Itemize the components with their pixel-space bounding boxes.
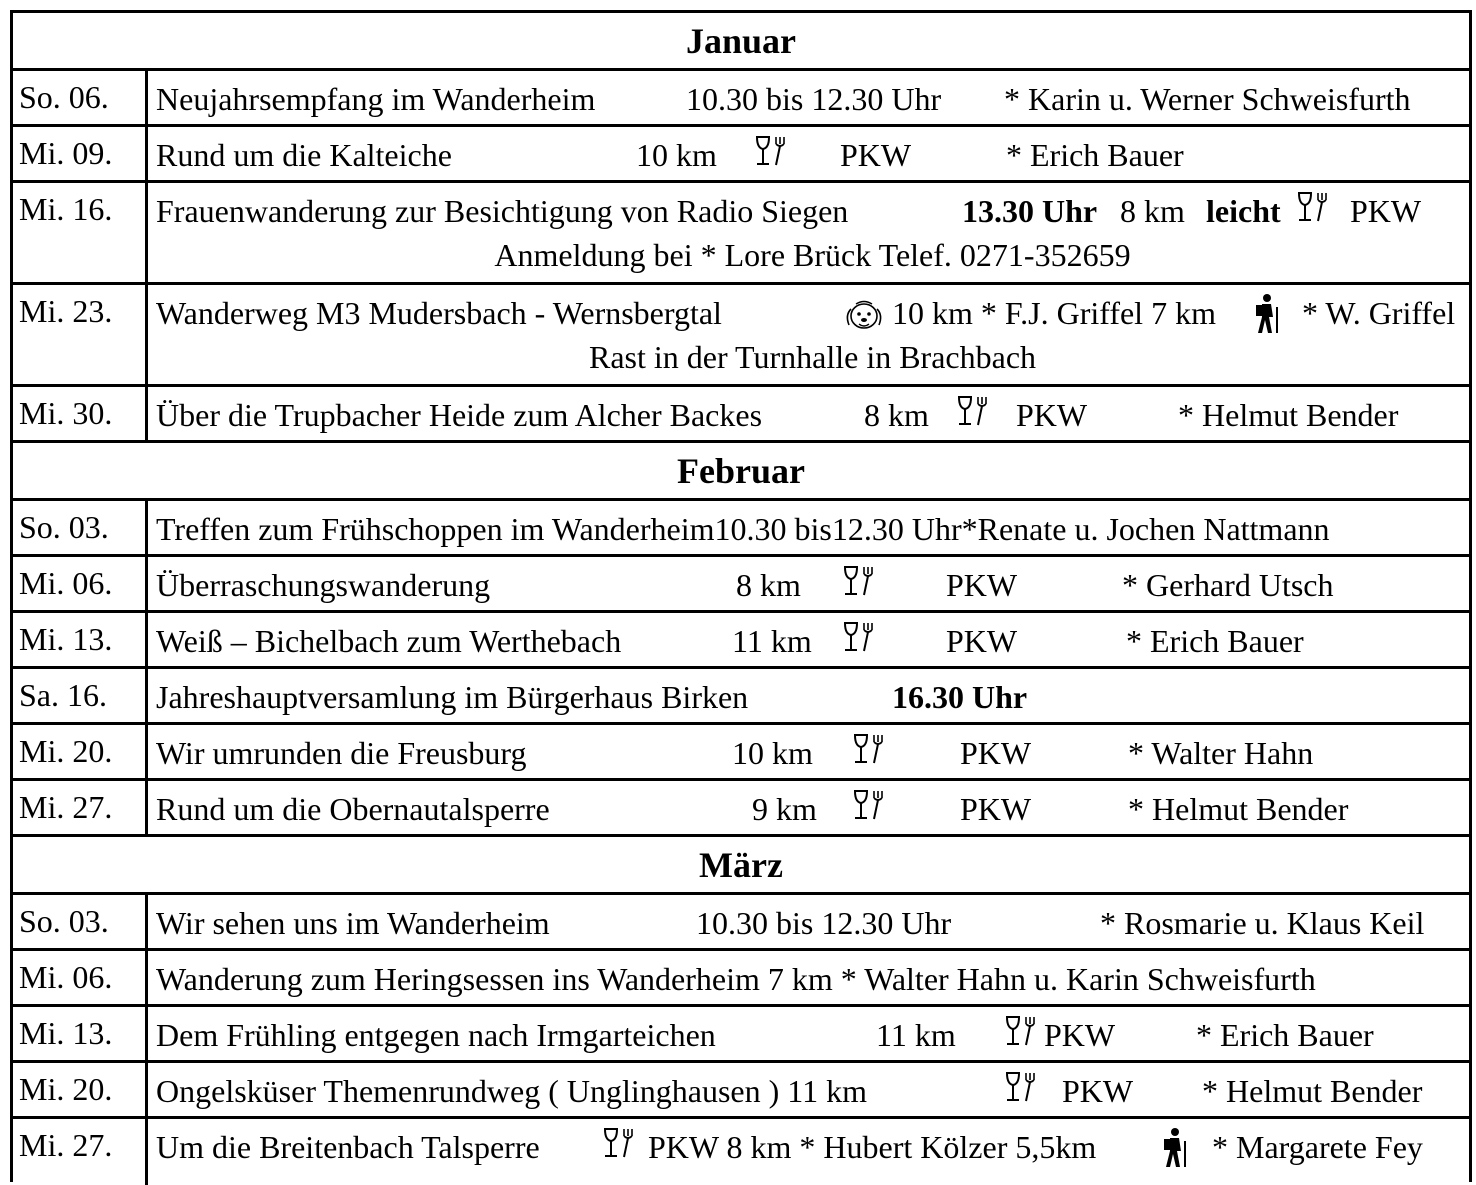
table-row: [13, 183, 1469, 285]
event-text: Weiß – Bichelbach zum Werthebach 11 km PKW * Erich Bauer: [156, 623, 1304, 659]
event-text: Wir umrunden die Freusburg 10 km PKW * Walter Hahn: [156, 735, 1314, 771]
event-text: Um die Breitenbach Talsperre PKW 8 km * Hubert Kölzer 5,5km * Margarete Fey: [156, 1127, 1469, 1167]
month-header-januar: [13, 13, 1469, 71]
schedule-table: [10, 10, 1472, 1182]
date-cell: Mi. 06.: [13, 557, 148, 610]
table-row: [13, 669, 1469, 725]
glass-fork-icon: [754, 135, 790, 167]
event-text: Jahreshauptversamlung im Bürgerhaus Birken 16.30 Uhr: [156, 679, 1028, 715]
table-row: [13, 557, 1469, 613]
month-title: Februar: [677, 450, 805, 491]
date-cell: Mi. 16.: [13, 183, 148, 282]
date-cell: Mi. 27.: [13, 781, 148, 834]
date-cell: So. 03.: [13, 501, 148, 554]
event-text: Neujahrsempfang im Wanderheim 10.30 bis 12.30 Uhr * Karin u. Werner Schweisfurth: [156, 81, 1411, 117]
glass-fork-icon: [842, 621, 878, 653]
date-cell: Mi. 06.: [13, 951, 148, 1004]
month-header-februar: [13, 443, 1469, 501]
date-cell: Mi. 23.: [13, 285, 148, 384]
glass-fork-icon: [852, 789, 888, 821]
event-text: Rund um die Obernautalsperre 9 km PKW * Helmut Bender: [156, 791, 1349, 827]
table-row: [13, 1063, 1469, 1119]
table-row: [13, 613, 1469, 669]
table-row: [13, 1007, 1469, 1063]
date-cell: So. 06.: [13, 71, 148, 124]
date-cell: Mi. 27.: [13, 1119, 148, 1185]
event-text: Wanderung zum Heringsessen ins Wanderheim 7 km * Walter Hahn u. Karin Schweisfurth: [156, 961, 1316, 997]
month-header-maerz: [13, 837, 1469, 895]
event-text: Ongelsküser Themenrundweg ( Unglinghausen ) 11 km PKW * Helmut Bender: [156, 1073, 1423, 1109]
event-text: Rund um die Kalteiche 10 km PKW * Erich Bauer: [156, 137, 1184, 173]
event-text: Über die Trupbacher Heide zum Alcher Backes 8 km PKW * Helmut Bender: [156, 397, 1399, 433]
table-row: [13, 951, 1469, 1007]
event-text: Überraschungswanderung 8 km PKW * Gerhard Utsch: [156, 567, 1334, 603]
glass-fork-icon: [1296, 191, 1332, 223]
event-note: Rast in der Turnhalle in Brachbach: [588, 339, 1037, 375]
table-row: [13, 895, 1469, 951]
date-cell: Mi. 20.: [13, 1063, 148, 1116]
date-cell: Mi. 20.: [13, 725, 148, 778]
date-cell: Sa. 16.: [13, 669, 148, 722]
glass-fork-icon: [1004, 1015, 1040, 1047]
month-title: Januar: [685, 20, 797, 61]
event-text: Wanderweg M3 Mudersbach - Wernsbergtal 10 km * F.J. Griffel 7 km * W. Griffel: [156, 293, 1469, 333]
table-row: [13, 725, 1469, 781]
event-text: Frauenwanderung zur Besichtigung von Radio Siegen 13.30 Uhr 8 km leicht PKW: [156, 193, 1422, 229]
date-cell: Mi. 09.: [13, 127, 148, 180]
month-title: März: [699, 844, 783, 885]
glass-fork-icon: [956, 395, 992, 427]
table-row: [13, 781, 1469, 837]
event-note: Anmeldung bei * Lore Brück Telef. 0271-352659: [494, 237, 1131, 273]
glass-fork-icon: [602, 1127, 638, 1159]
table-row: [13, 285, 1469, 387]
table-row: [13, 71, 1469, 127]
date-cell: Mi. 13.: [13, 613, 148, 666]
date-cell: Mi. 30.: [13, 387, 148, 440]
date-cell: So. 03.: [13, 895, 148, 948]
event-text: Treffen zum Frühschoppen im Wanderheim10.30 bis12.30 Uhr*Renate u. Jochen Nattmann: [156, 511, 1330, 547]
dog-icon: [842, 297, 886, 333]
glass-fork-icon: [1004, 1071, 1040, 1103]
hiker-icon: [1252, 293, 1282, 335]
event-text: Wir sehen uns im Wanderheim 10.30 bis 12.30 Uhr * Rosmarie u. Klaus Keil: [156, 905, 1425, 941]
table-row: [13, 1119, 1469, 1185]
table-row: [13, 387, 1469, 443]
event-text: Dem Frühling entgegen nach Irmgarteichen 11 km PKW * Erich Bauer: [156, 1017, 1374, 1053]
table-row: [13, 127, 1469, 183]
glass-fork-icon: [852, 733, 888, 765]
date-cell: Mi. 13.: [13, 1007, 148, 1060]
glass-fork-icon: [842, 565, 878, 597]
hiker-icon: [1160, 1127, 1190, 1169]
table-row: [13, 501, 1469, 557]
